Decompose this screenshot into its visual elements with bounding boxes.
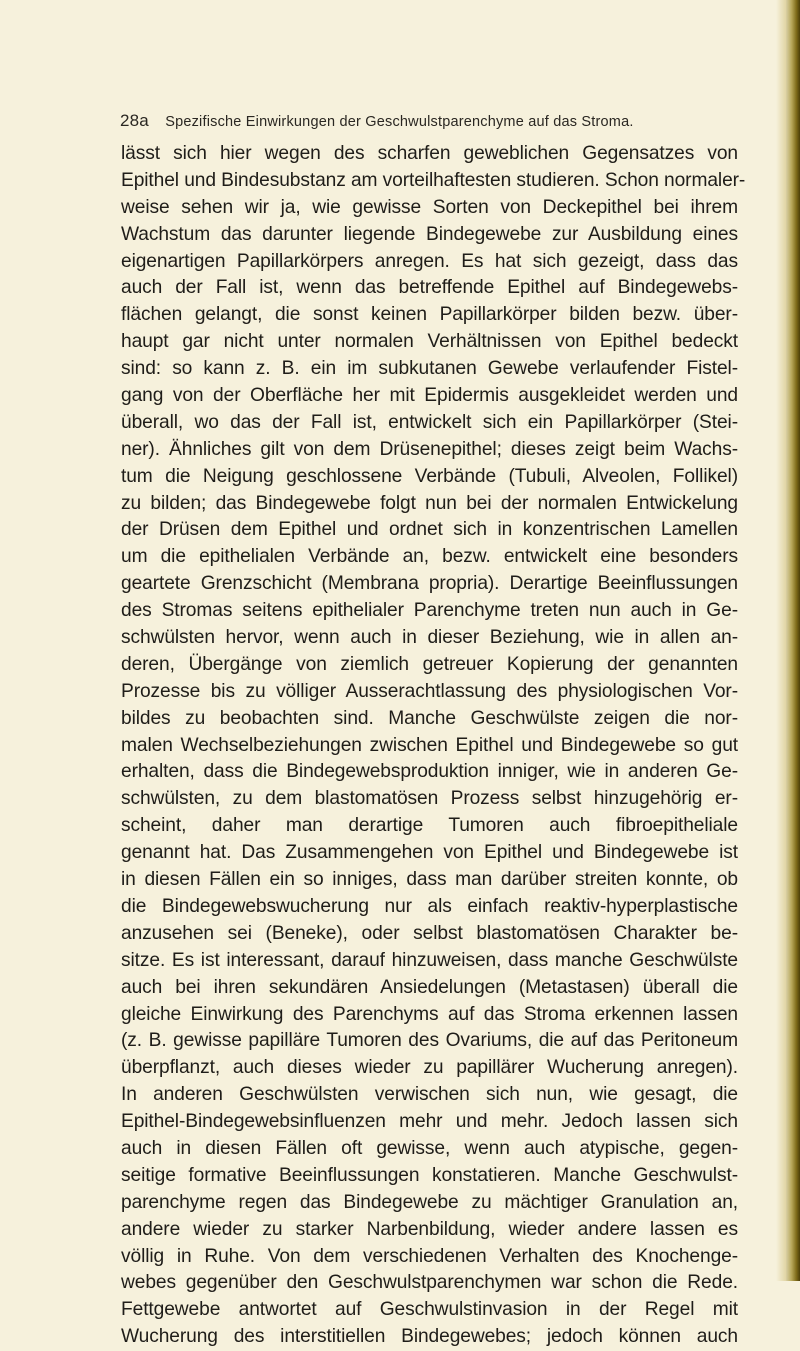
text-line: sind: so kann z. B. ein im subkutanen Gewebe verlaufender Fistel- [121, 358, 738, 380]
running-header [120, 111, 634, 131]
text-line: auch bei ihren sekundären Ansiedelungen (Metastasen) überall die [121, 976, 738, 998]
text-line: Epithel und Bindesubstanz am vorteilhaftesten studieren. Schon normaler- [121, 169, 746, 191]
text-line: schwülsten hervor, wenn auch in dieser Beziehung, wie in allen an- [121, 627, 738, 649]
text-line: Prozesse bis zu völliger Ausserachtlassung des physiologischen Vor- [121, 680, 738, 702]
text-line: Wachstum das darunter liegende Bindegewebe zur Ausbildung eines [121, 223, 738, 245]
text-line: gleiche Einwirkung des Parenchyms auf das Stroma erkennen lassen [121, 1003, 738, 1025]
text-line: sitze. Es ist interessant, darauf hinzuweisen, dass manche Geschwülste [121, 949, 738, 971]
text-line: ner). Ähnliches gilt von dem Drüsenepithel; dieses zeigt beim Wachs- [121, 438, 738, 460]
text-line: um die epithelialen Verbände an, bezw. entwickelt eine besonders [121, 546, 738, 568]
text-line: webes gegenüber den Geschwulstparenchymen war schon die Rede. [121, 1272, 738, 1294]
text-line: geartete Grenzschicht (Membrana propria). Derartige Beeinflussungen [121, 573, 738, 595]
page-edge-shadow [786, 0, 800, 1281]
text-line: malen Wechselbeziehungen zwischen Epithel und Bindegewebe so gut [121, 734, 738, 756]
text-line: deren, Übergänge von ziemlich getreuer Kopierung der genannten [121, 653, 738, 675]
text-line: (z. B. gewisse papilläre Tumoren des Ovariums, die auf das Peritoneum [121, 1030, 738, 1052]
text-line: der Drüsen dem Epithel und ordnet sich in konzentrischen Lamellen [121, 519, 738, 541]
text-line: zu bilden; das Bindegewebe folgt nun bei der normalen Entwickelung [121, 492, 738, 514]
text-line: gang von der Oberfläche her mit Epidermis ausgekleidet werden und [121, 385, 738, 407]
running-title: Spezifische Einwirkungen der Geschwulstparenchyme auf das Stroma. [165, 114, 634, 130]
text-line: überall, wo das der Fall ist, entwickelt sich ein Papillarkörper (Stei- [121, 411, 738, 433]
text-line: in diesen Fällen ein so inniges, dass man darüber streiten konnte, ob [121, 869, 738, 891]
text-line: scheint, daher man derartige Tumoren auch fibroepitheliale [121, 815, 738, 837]
text-line: genannt hat. Das Zusammengehen von Epithel und Bindegewebe ist [121, 842, 738, 864]
text-line: überpflanzt, auch dieses wieder zu papillärer Wucherung anregen). [121, 1057, 738, 1079]
text-line: seitige formative Beeinflussungen konstatieren. Manche Geschwulst- [121, 1164, 738, 1186]
text-line: Epithel-Bindegewebsinfluenzen mehr und mehr. Jedoch lassen sich [121, 1111, 738, 1133]
text-line: völlig in Ruhe. Von dem verschiedenen Verhalten des Knochenge- [121, 1245, 738, 1267]
text-line: des Stromas seitens epithelialer Parenchyme treten nun auch in Ge- [121, 600, 738, 622]
text-line: bildes zu beobachten sind. Manche Geschwülste zeigen die nor- [121, 707, 738, 729]
text-line: auch der Fall ist, wenn das betreffende Epithel auf Bindegewebs- [121, 277, 738, 299]
text-line: tum die Neigung geschlossene Verbände (Tubuli, Alveolen, Follikel) [121, 465, 738, 487]
text-line: andere wieder zu starker Narbenbildung, wieder andere lassen es [121, 1218, 738, 1240]
text-line: flächen gelangt, die sonst keinen Papillarkörper bilden bezw. über- [121, 304, 738, 326]
text-line: haupt gar nicht unter normalen Verhältnissen von Epithel bedeckt [121, 331, 738, 353]
text-line: Fettgewebe antwortet auf Geschwulstinvasion in der Regel mit [121, 1299, 738, 1321]
text-line: lässt sich hier wegen des scharfen geweblichen Gegensatzes von [121, 143, 738, 164]
text-line: auch in diesen Fällen oft gewisse, wenn auch atypische, gegen- [121, 1137, 738, 1159]
text-line: parenchyme regen das Bindegewebe zu mächtiger Granulation an, [121, 1191, 738, 1213]
text-line: Wucherung des interstitiellen Bindegewebes; jedoch können auch [121, 1326, 738, 1348]
text-line: eigenartigen Papillarkörpers anregen. Es hat sich gezeigt, dass das [121, 250, 738, 272]
text-line: anzusehen sei (Beneke), oder selbst blastomatösen Charakter be- [121, 922, 738, 944]
text-line: weise sehen wir ja, wie gewisse Sorten von Deckepithel bei ihrem [121, 196, 738, 218]
text-line: In anderen Geschwülsten verwischen sich nun, wie gesagt, die [121, 1084, 738, 1106]
text-line: erhalten, dass die Bindegewebsproduktion inniger, wie in anderen Ge- [121, 761, 738, 783]
text-line: die Bindegewebswucherung nur als einfach reaktiv-hyperplastische [121, 895, 738, 917]
page-number: 28a [120, 111, 149, 130]
text-line: schwülsten, zu dem blastomatösen Prozess selbst hinzugehörig er- [121, 788, 738, 810]
body-text [121, 141, 746, 1351]
